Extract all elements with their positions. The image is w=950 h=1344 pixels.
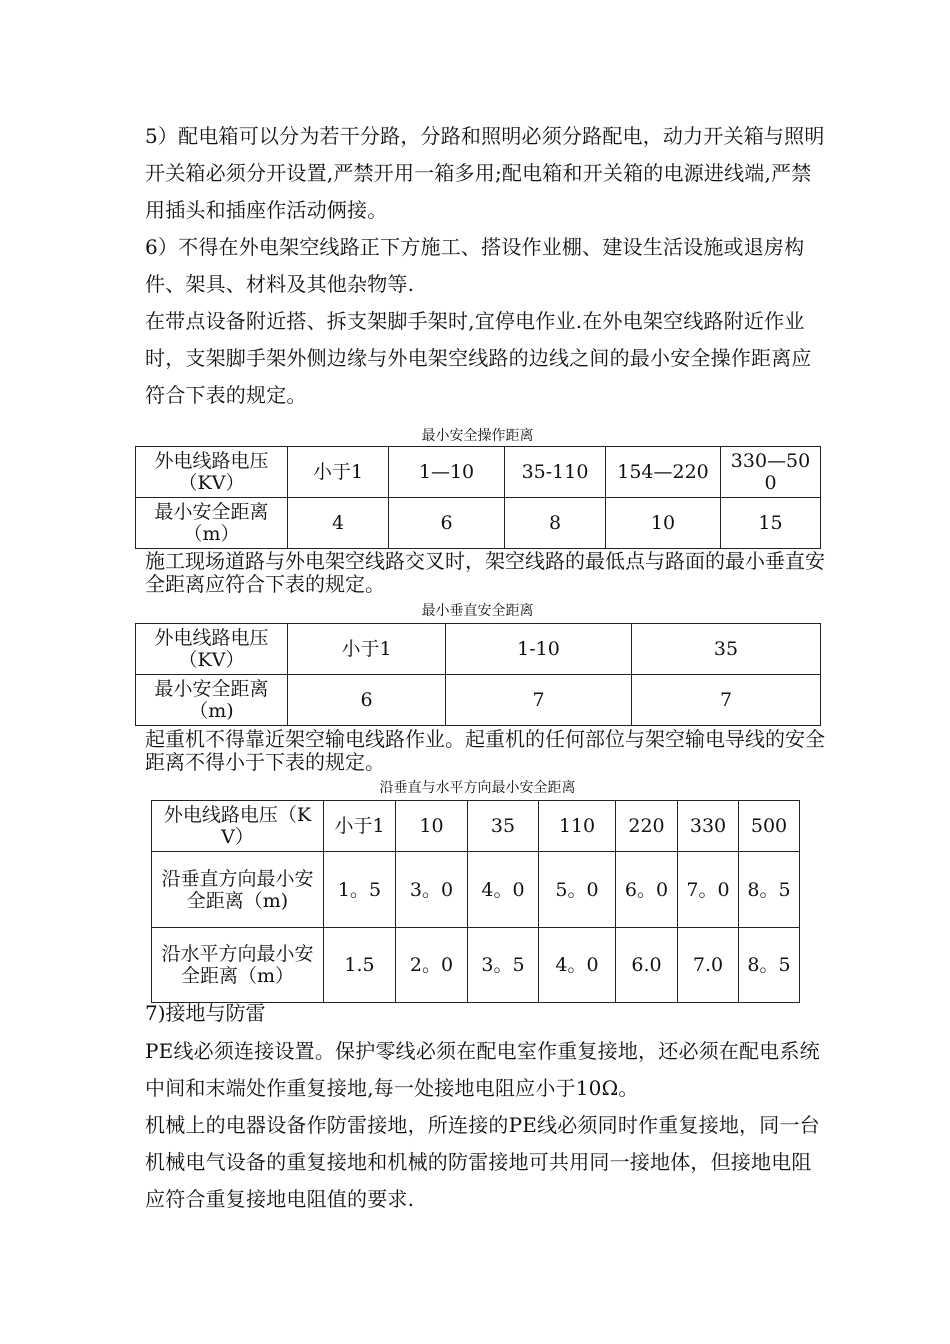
table-cell: 3。0 — [396, 852, 468, 928]
table-cell: 7。0 — [678, 852, 739, 928]
table-min-operating-distance — [135, 446, 821, 549]
table-cell: 35-110 — [505, 447, 606, 498]
row-header-horizontal-distance: 沿水平方向最小安全距离（m） — [152, 928, 324, 1003]
table-cell: 6.0 — [616, 928, 678, 1003]
table-cell: 5。0 — [539, 852, 616, 928]
table-cell: 8。5 — [739, 928, 800, 1003]
section-heading-grounding: 7)接地与防雷 — [145, 1001, 266, 1025]
table2-caption: 最小垂直安全距离 — [421, 603, 534, 619]
table-cell: 35 — [632, 624, 821, 675]
table-cell: 小于1 — [324, 801, 396, 852]
table-cell: 6 — [288, 675, 446, 726]
table1-caption: 最小安全操作距离 — [421, 428, 534, 444]
table-cell: 8 — [505, 498, 606, 549]
table-row — [136, 498, 821, 549]
table-cell: 7 — [632, 675, 821, 726]
table-cell: 8。5 — [739, 852, 800, 928]
paragraph-distribution-box: 5）配电箱可以分为若干分路，分路和照明必须分路配电，动力开关箱与照明开关箱必须分开设置,严禁开用一箱多用;配电箱和开关箱的电源进线端,严禁用插头和插座作活动俩接。 — [145, 124, 825, 222]
table-cell: 6。0 — [616, 852, 678, 928]
row-header-vertical-distance: 沿垂直方向最小安全距离（m) — [152, 852, 324, 928]
paragraph-scaffold-distance: 在带点设备附近搭、拆支架脚手架时,宜停电作业.在外电架空线路附近作业时，支架脚手架外侧边缘与外电架空线路的边线之间的最小安全操作距离应符合下表的规定。 — [145, 309, 812, 407]
table-min-vertical-distance — [135, 623, 821, 726]
table-cell: 4。0 — [468, 852, 539, 928]
table-cell: 330—500 — [721, 447, 821, 498]
table-row — [136, 675, 821, 726]
row-header-voltage: 外电线路电压（KV） — [152, 801, 324, 852]
paragraph-road-crossing: 施工现场道路与外电架空线路交叉时，架空线路的最低点与路面的最小垂直安全距离应符合下表的规定。 — [145, 549, 825, 596]
table-cell: 330 — [678, 801, 739, 852]
paragraph-pe-line: PE线必须连接设置。保护零线必须在配电室作重复接地，还必须在配电系统中间和末端处作重复接地,每一处接地电阻应小于10Ω。 — [145, 1039, 820, 1100]
table-cell: 35 — [468, 801, 539, 852]
table-cell: 500 — [739, 801, 800, 852]
table-cell: 4 — [288, 498, 389, 549]
table-cell: 2。0 — [396, 928, 468, 1003]
table-cell: 1。5 — [324, 852, 396, 928]
table-cell: 4。0 — [539, 928, 616, 1003]
table-cell: 1-10 — [446, 624, 632, 675]
table-cell: 3。5 — [468, 928, 539, 1003]
table-cell: 220 — [616, 801, 678, 852]
table3-caption: 沿垂直与水平方向最小安全距离 — [379, 780, 576, 796]
row-header-voltage: 外电线路电压（KV） — [136, 447, 288, 498]
table-cell: 154—220 — [606, 447, 721, 498]
paragraph-crane: 起重机不得靠近架空输电线路作业。起重机的任何部位与架空输电导线的安全距离不得小于下表的规定。 — [145, 727, 825, 774]
table-cell: 小于1 — [288, 624, 446, 675]
row-header-voltage: 外电线路电压（KV） — [136, 624, 288, 675]
table-cell: 10 — [396, 801, 468, 852]
table-row — [136, 447, 821, 498]
paragraph-overhead-line: 6）不得在外电架空线路正下方施工、搭设作业棚、建设生活设施或退房构件、架具、材料及其他杂物等. — [145, 235, 805, 296]
table-vertical-horizontal-distance — [151, 800, 800, 1003]
paragraph-lightning-grounding: 机械上的电器设备作防雷接地，所连接的PE线必须同时作重复接地，同一台机械电气设备的重复接地和机械的防雷接地可共用同一接地体，但接地电阻应符合重复接地电阻值的要求. — [145, 1113, 820, 1211]
table-cell: 15 — [721, 498, 821, 549]
row-header-distance: 最小安全距离（m） — [136, 498, 288, 549]
row-header-distance: 最小安全距离（m) — [136, 675, 288, 726]
table-row — [136, 624, 821, 675]
table-cell: 6 — [389, 498, 505, 549]
table-cell: 小于1 — [288, 447, 389, 498]
table-cell: 1—10 — [389, 447, 505, 498]
table-row — [152, 852, 800, 928]
table-cell: 110 — [539, 801, 616, 852]
table-row — [152, 928, 800, 1003]
table-cell: 10 — [606, 498, 721, 549]
table-row — [152, 801, 800, 852]
table-cell: 7.0 — [678, 928, 739, 1003]
table-cell: 7 — [446, 675, 632, 726]
table-cell: 1.5 — [324, 928, 396, 1003]
